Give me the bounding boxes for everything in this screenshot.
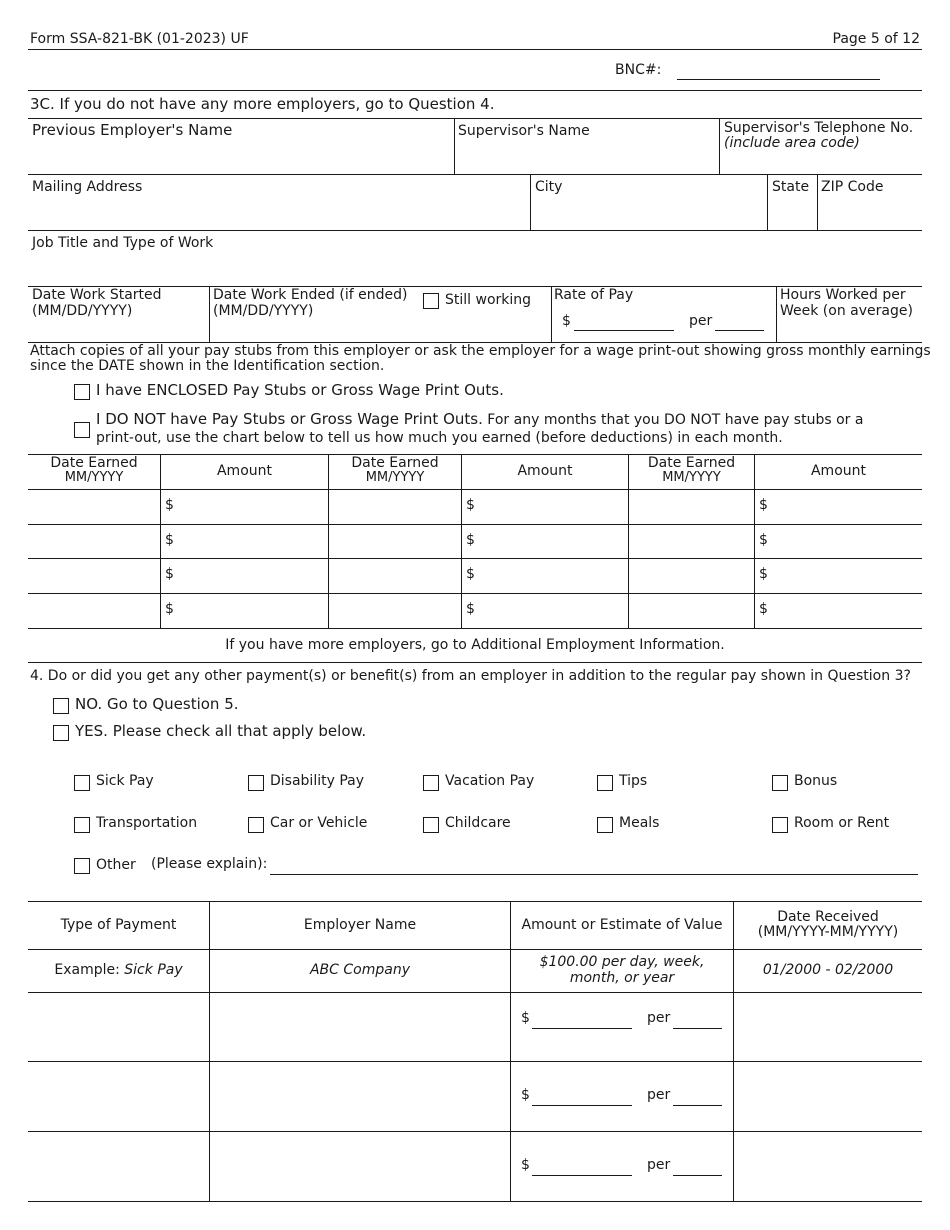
mailing-address-field[interactable] xyxy=(28,174,530,230)
date-started-label: Date Work Started xyxy=(32,287,162,303)
state-label: State xyxy=(772,179,810,195)
supervisor-name-label: Supervisor's Name xyxy=(458,123,590,139)
date-started-field[interactable] xyxy=(28,286,209,342)
date-earned-format-2: MM/YYYY xyxy=(365,470,425,485)
divider xyxy=(28,949,922,950)
dollar-sign: $ xyxy=(521,1157,530,1173)
hours-worked-label-2: Week (on average) xyxy=(780,303,913,319)
date-earned-cell[interactable] xyxy=(629,525,754,558)
amount-cell[interactable] xyxy=(161,490,328,524)
type-of-payment-header: Type of Payment xyxy=(60,917,177,933)
sick-pay-checkbox[interactable] xyxy=(74,775,90,791)
example-employer: ABC Company xyxy=(309,962,410,978)
not-have-checkbox[interactable] xyxy=(74,422,90,438)
q4-yes-checkbox[interactable] xyxy=(53,725,69,741)
room-rent-checkbox[interactable] xyxy=(772,817,788,833)
date-earned-cell[interactable] xyxy=(28,490,160,524)
amount-cell[interactable] xyxy=(161,559,328,593)
still-working-label: Still working xyxy=(445,292,532,308)
date-earned-cell[interactable] xyxy=(629,559,754,593)
enclosed-label: I have ENCLOSED Pay Stubs or Gross Wage Print Outs. xyxy=(96,381,504,399)
date-earned-format-3: MM/YYYY xyxy=(662,470,721,485)
supervisor-name-field[interactable] xyxy=(455,118,719,174)
dollar-sign: $ xyxy=(521,1010,530,1026)
q4-no-label: NO. Go to Question 5. xyxy=(75,695,239,713)
disability-pay-label: Disability Pay xyxy=(270,773,365,789)
job-title-label: Job Title and Type of Work xyxy=(32,235,214,251)
payment-per-input[interactable] xyxy=(673,1175,722,1176)
divider xyxy=(28,628,922,629)
example-prefix: Example: xyxy=(54,962,125,978)
supervisor-phone-note: (include area code) xyxy=(724,135,860,151)
not-have-label xyxy=(96,411,863,428)
date-earned-cell[interactable] xyxy=(28,594,160,628)
divider xyxy=(28,90,922,91)
example-amount-line2: month, or year xyxy=(569,970,675,986)
hours-worked-label: Hours Worked per xyxy=(780,287,906,303)
date-earned-cell[interactable] xyxy=(28,525,160,558)
employer-name-header: Employer Name xyxy=(303,917,417,933)
disability-pay-checkbox[interactable] xyxy=(248,775,264,791)
dollar-sign: $ xyxy=(759,497,768,513)
date-earned-cell[interactable] xyxy=(629,594,754,628)
attach-instruction-line1: Attach copies of all your pay stubs from this employer or ask the employer for a wage print-out showing gross monthly earnings xyxy=(30,343,931,359)
date-earned-header-1: Date Earned xyxy=(50,455,138,471)
amount-cell[interactable] xyxy=(755,559,922,593)
meals-checkbox[interactable] xyxy=(597,817,613,833)
question-4-text: 4. Do or did you get any other payment(s) or benefit(s) from an employer in addition to the regular pay shown in Question 3? xyxy=(30,668,911,684)
payment-per-input[interactable] xyxy=(673,1105,722,1106)
dollar-sign: $ xyxy=(521,1087,530,1103)
amount-cell[interactable] xyxy=(161,525,328,558)
rate-of-pay-label: Rate of Pay xyxy=(554,287,634,303)
not-have-rest: For any months that you DO NOT have pay stubs or a xyxy=(482,412,864,428)
supervisor-phone-field[interactable] xyxy=(720,118,922,174)
dollar-sign: $ xyxy=(759,601,768,617)
zip-label: ZIP Code xyxy=(821,179,884,195)
dollar-sign: $ xyxy=(759,566,768,582)
date-earned-cell[interactable] xyxy=(329,490,461,524)
city-label: City xyxy=(535,179,563,195)
supervisor-phone-label: Supervisor's Telephone No. xyxy=(724,120,914,136)
payment-type-cell[interactable] xyxy=(28,1062,209,1131)
dollar-sign: $ xyxy=(165,532,174,548)
example-type-value: Sick Pay xyxy=(124,962,183,978)
date-received-format: (MM/YYYY-MM/YYYY) xyxy=(757,924,899,940)
dollar-sign: $ xyxy=(466,601,475,617)
payment-per-input[interactable] xyxy=(673,1028,722,1029)
divider xyxy=(510,901,511,1201)
date-earned-header-2: Date Earned xyxy=(351,455,439,471)
divider xyxy=(28,901,922,902)
transportation-checkbox[interactable] xyxy=(74,817,90,833)
car-vehicle-label: Car or Vehicle xyxy=(270,815,368,831)
date-ended-field[interactable] xyxy=(210,286,420,342)
date-received-cell[interactable] xyxy=(734,993,922,1061)
vacation-pay-checkbox[interactable] xyxy=(423,775,439,791)
date-started-format: (MM/DD/YYYY) xyxy=(32,303,133,319)
example-type xyxy=(28,962,209,978)
payment-amount-input[interactable] xyxy=(532,1105,632,1106)
prev-employer-name-label: Previous Employer's Name xyxy=(32,121,233,139)
room-rent-label: Room or Rent xyxy=(794,815,890,831)
dollar-sign: $ xyxy=(165,497,174,513)
amount-cell[interactable] xyxy=(462,490,628,524)
enclosed-checkbox[interactable] xyxy=(74,384,90,400)
date-earned-header-3: Date Earned xyxy=(647,455,736,471)
date-earned-format-1: MM/YYYY xyxy=(64,470,124,485)
date-received-cell[interactable] xyxy=(734,1132,922,1201)
divider xyxy=(551,286,552,342)
date-earned-cell[interactable] xyxy=(329,559,461,593)
state-field[interactable] xyxy=(768,174,817,230)
amount-cell[interactable] xyxy=(462,594,628,628)
childcare-label: Childcare xyxy=(445,815,511,831)
amount-value-header: Amount or Estimate of Value xyxy=(521,917,723,933)
dollar-sign: $ xyxy=(165,566,174,582)
job-title-field[interactable] xyxy=(28,230,922,286)
not-have-line2: print-out, use the chart below to tell us how much you earned (before deductions) in each month. xyxy=(96,430,783,446)
payment-type-cell[interactable] xyxy=(28,1132,209,1201)
rate-per-label: per xyxy=(689,313,713,329)
amount-cell[interactable] xyxy=(755,594,922,628)
still-working-checkbox[interactable] xyxy=(423,293,439,309)
attach-instruction-line2: since the DATE shown in the Identification section. xyxy=(30,358,385,374)
prev-employer-name-field[interactable] xyxy=(28,118,454,174)
amount-cell[interactable] xyxy=(462,559,628,593)
childcare-checkbox[interactable] xyxy=(423,817,439,833)
q4-no-checkbox[interactable] xyxy=(53,698,69,714)
other-checkbox[interactable] xyxy=(74,858,90,874)
per-label: per xyxy=(647,1157,671,1173)
hours-worked-field[interactable] xyxy=(777,286,922,342)
payment-amount-input[interactable] xyxy=(532,1028,632,1029)
divider xyxy=(28,1201,922,1202)
divider xyxy=(28,662,922,663)
amount-header-3: Amount xyxy=(810,463,866,479)
rate-per-input[interactable] xyxy=(715,330,764,331)
bnc-input[interactable] xyxy=(677,79,880,80)
per-label: per xyxy=(647,1087,671,1103)
bonus-label: Bonus xyxy=(794,773,838,789)
rate-amount-input[interactable] xyxy=(574,330,674,331)
tips-checkbox[interactable] xyxy=(597,775,613,791)
date-ended-label: Date Work Ended (if ended) xyxy=(213,287,408,303)
date-ended-format: (MM/DD/YYYY) xyxy=(213,303,314,319)
date-earned-cell[interactable] xyxy=(329,594,461,628)
other-label: Other xyxy=(96,857,136,873)
rate-dollar-sign: $ xyxy=(562,313,571,329)
date-received-cell[interactable] xyxy=(734,1062,922,1131)
section-3c-instruction: 3C. If you do not have any more employers, go to Question 4. xyxy=(30,95,495,113)
q4-yes-label: YES. Please check all that apply below. xyxy=(75,722,367,740)
payment-type-cell[interactable] xyxy=(28,993,209,1061)
tips-label: Tips xyxy=(619,773,648,789)
example-date: 01/2000 - 02/2000 xyxy=(762,962,894,978)
not-have-bold: I DO NOT have Pay Stubs or Gross Wage Print Outs. xyxy=(96,410,483,428)
zip-field[interactable] xyxy=(818,174,922,230)
dollar-sign: $ xyxy=(759,532,768,548)
sick-pay-label: Sick Pay xyxy=(96,773,154,789)
city-field[interactable] xyxy=(531,174,767,230)
dollar-sign: $ xyxy=(165,601,174,617)
example-amount-line1: $100.00 per day, week, xyxy=(539,954,705,970)
per-label: per xyxy=(647,1010,671,1026)
dollar-sign: $ xyxy=(466,497,475,513)
dollar-sign: $ xyxy=(466,532,475,548)
date-earned-cell[interactable] xyxy=(329,525,461,558)
payment-amount-input[interactable] xyxy=(532,1175,632,1176)
bonus-checkbox[interactable] xyxy=(772,775,788,791)
amount-cell[interactable] xyxy=(755,490,922,524)
please-explain-label: (Please explain): xyxy=(151,856,268,872)
amount-header-1: Amount xyxy=(216,463,272,479)
date-received-header: Date Received xyxy=(777,909,879,925)
date-earned-cell[interactable] xyxy=(28,559,160,593)
vacation-pay-label: Vacation Pay xyxy=(445,773,535,789)
bnc-label: BNC#: xyxy=(615,62,662,78)
transportation-label: Transportation xyxy=(96,815,198,831)
form-id: Form SSA-821-BK (01-2023) UF xyxy=(30,31,249,47)
other-explain-input[interactable] xyxy=(270,874,918,875)
employer-name-cell[interactable] xyxy=(210,1132,510,1201)
date-earned-cell[interactable] xyxy=(629,490,754,524)
employer-name-cell[interactable] xyxy=(210,993,510,1061)
mailing-address-label: Mailing Address xyxy=(32,179,143,195)
divider xyxy=(28,454,922,455)
car-vehicle-checkbox[interactable] xyxy=(248,817,264,833)
amount-header-2: Amount xyxy=(517,463,573,479)
amount-cell[interactable] xyxy=(755,525,922,558)
divider xyxy=(28,49,922,50)
page-number: Page 5 of 12 xyxy=(832,31,920,47)
dollar-sign: $ xyxy=(466,566,475,582)
meals-label: Meals xyxy=(619,815,660,831)
amount-cell[interactable] xyxy=(161,594,328,628)
employer-name-cell[interactable] xyxy=(210,1062,510,1131)
amount-cell[interactable] xyxy=(462,525,628,558)
more-employers-note: If you have more employers, go to Additional Employment Information. xyxy=(225,637,725,653)
